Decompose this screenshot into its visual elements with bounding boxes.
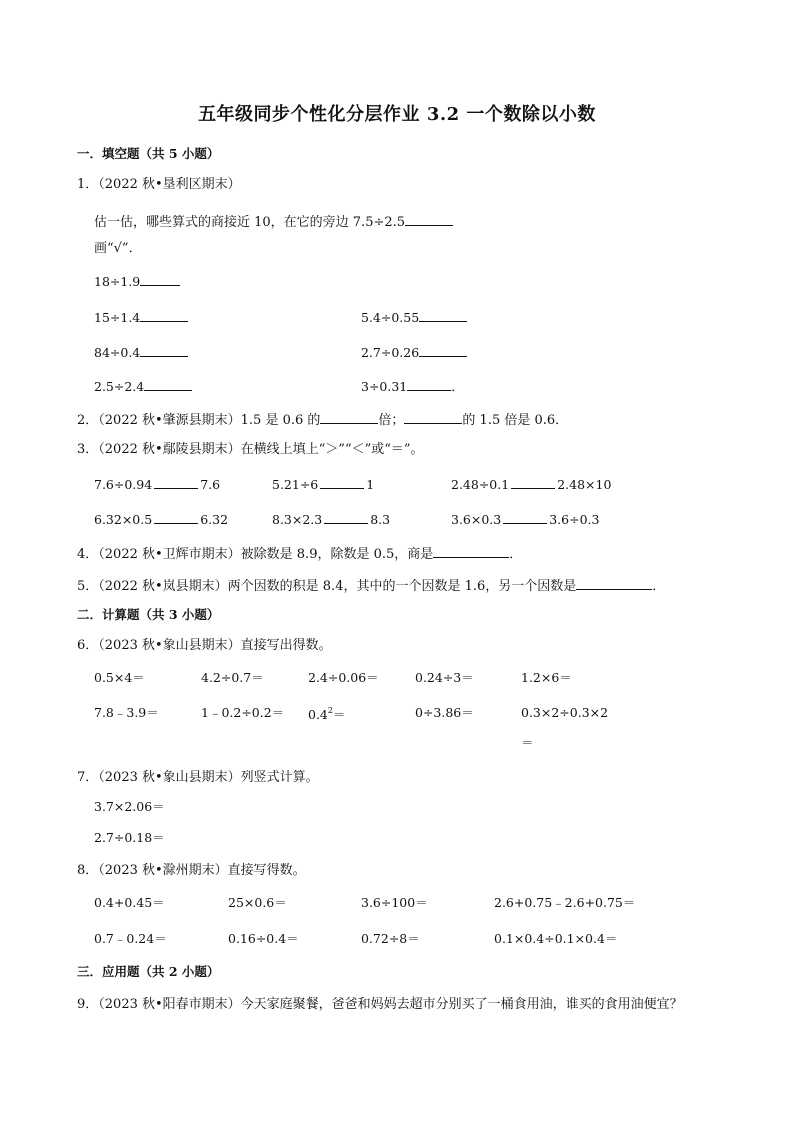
q8-item: 0.72÷8＝ xyxy=(361,931,420,946)
answer-blank[interactable] xyxy=(140,273,180,286)
q1-end-mark: ． xyxy=(451,379,464,394)
answer-blank[interactable] xyxy=(320,411,378,424)
question-7-head: 7．（2023 秋•象山县期末）列竖式计算。 xyxy=(77,770,319,785)
question-2 xyxy=(77,411,568,427)
q1-item xyxy=(361,344,467,360)
q6-item-equals: ＝ xyxy=(521,735,534,750)
q3-item xyxy=(272,511,390,527)
section-heading-fill: 一．填空题（共 5 小题） xyxy=(77,146,220,161)
question-4-text: 4．（2022 秋•卫辉市期末）被除数是 8.9，除数是 0.5，商是 xyxy=(77,547,434,562)
answer-blank[interactable] xyxy=(140,309,188,322)
q1-item xyxy=(361,378,464,394)
q3-right: 1 xyxy=(366,477,375,492)
answer-blank[interactable] xyxy=(511,476,555,489)
answer-blank[interactable] xyxy=(407,378,451,391)
section-heading-calc: 二．计算题（共 3 小题） xyxy=(77,607,220,622)
q8-item: 3.6÷100＝ xyxy=(361,895,428,910)
q3-left: 2.48÷0.1 xyxy=(451,477,510,492)
q6-item: 0÷3.86＝ xyxy=(415,705,474,720)
question-1-head: 1．（2022 秋•垦利区期末） xyxy=(77,177,241,192)
question-1-text: 估一估，哪些算式的商接近 10，在它的旁边 7.5÷2.5 xyxy=(94,215,406,230)
q1-expr: 18÷1.9 xyxy=(94,274,141,289)
answer-blank[interactable] xyxy=(405,213,453,226)
q3-right: 7.6 xyxy=(200,477,221,492)
q8-item: 0.1×0.4÷0.1×0.4＝ xyxy=(494,931,618,946)
q3-item xyxy=(451,511,599,527)
q1-expr: 5.4÷0.55 xyxy=(361,310,420,325)
question-6-head: 6．（2023 秋•象山县期末）直接写出得数。 xyxy=(77,638,332,653)
q1-item xyxy=(94,309,188,325)
question-5 xyxy=(77,577,665,593)
q1-item xyxy=(94,344,188,360)
q1-item xyxy=(94,273,180,289)
q3-left: 6.32×0.5 xyxy=(94,512,153,527)
answer-blank[interactable] xyxy=(154,476,198,489)
answer-blank[interactable] xyxy=(419,344,467,357)
q6-item: 0.5×4＝ xyxy=(94,670,145,685)
question-4-end: ． xyxy=(509,547,523,562)
question-3-head: 3．（2022 秋•鄢陵县期末）在横线上填上“＞”“＜”或“＝”。 xyxy=(77,442,424,457)
q3-item xyxy=(94,511,228,527)
q1-expr: 15÷1.4 xyxy=(94,310,141,325)
q3-item xyxy=(451,476,611,492)
page-title: 五年级同步个性化分层作业 3.2 一个数除以小数 xyxy=(198,104,596,125)
q8-item: 0.7﹣0.24＝ xyxy=(94,931,167,946)
q6-item: 4.2÷0.7＝ xyxy=(201,670,264,685)
answer-blank[interactable] xyxy=(154,511,198,524)
answer-blank[interactable] xyxy=(320,476,364,489)
answer-blank[interactable] xyxy=(324,511,368,524)
question-1-line2: 画“√”． xyxy=(94,241,142,256)
q6-item: 0.24÷3＝ xyxy=(415,670,474,685)
q6-item-power xyxy=(308,707,346,722)
q3-right: 6.32 xyxy=(200,512,229,527)
answer-blank[interactable] xyxy=(503,511,547,524)
q6-item: 1.2×6＝ xyxy=(521,670,572,685)
q1-expr: 2.5÷2.4 xyxy=(94,379,145,394)
q3-left: 5.21÷6 xyxy=(272,477,319,492)
question-1-line xyxy=(94,213,453,229)
question-5-end: ． xyxy=(652,579,666,594)
question-2-text-b: 倍； xyxy=(378,413,405,428)
question-8-head: 8．（2023 秋•滁州期末）直接写得数。 xyxy=(77,863,306,878)
q6-item: 2.4÷0.06＝ xyxy=(308,670,379,685)
power-base: 0.4 xyxy=(308,707,328,722)
answer-blank[interactable] xyxy=(576,577,652,590)
q6-item: 7.8﹣3.9＝ xyxy=(94,705,159,720)
power-equals: ＝ xyxy=(332,707,346,722)
answer-blank[interactable] xyxy=(433,545,509,558)
section-heading-application: 三．应用题（共 2 小题） xyxy=(77,964,220,979)
q3-item xyxy=(94,476,220,492)
q8-item: 25×0.6＝ xyxy=(228,895,287,910)
question-2-text-a: 2．（2022 秋•肇源县期末）1.5 是 0.6 的 xyxy=(77,413,321,428)
q1-item xyxy=(361,309,467,325)
power-exponent: 2 xyxy=(327,706,333,715)
question-2-text-c: 的 1.5 倍是 0.6． xyxy=(462,413,569,428)
q6-item: 0.3×2÷0.3×2 xyxy=(521,705,609,720)
question-9-head: 9．（2023 秋•阳春市期末）今天家庭聚餐，爸爸和妈妈去超市分别买了一桶食用油，谁买的食用油便宜？ xyxy=(77,997,683,1012)
q8-item: 0.16÷0.4＝ xyxy=(228,931,299,946)
q6-item: 1﹣0.2÷0.2＝ xyxy=(201,705,285,720)
q1-expr: 2.7÷0.26 xyxy=(361,345,420,360)
q3-item xyxy=(272,476,374,492)
q3-left: 8.3×2.3 xyxy=(272,512,323,527)
answer-blank[interactable] xyxy=(144,378,192,391)
q1-expr: 3÷0.31 xyxy=(361,379,408,394)
q1-item xyxy=(94,378,192,394)
q3-right: 2.48×10 xyxy=(557,477,612,492)
q3-left: 3.6×0.3 xyxy=(451,512,502,527)
q3-right: 3.6÷0.3 xyxy=(549,512,600,527)
q7-item: 2.7÷0.18＝ xyxy=(94,830,165,845)
q1-expr: 84÷0.4 xyxy=(94,345,141,360)
q7-item: 3.7×2.06＝ xyxy=(94,799,165,814)
answer-blank[interactable] xyxy=(419,309,467,322)
question-4 xyxy=(77,545,522,561)
question-5-text: 5．（2022 秋•岚县期末）两个因数的积是 8.4，其中的一个因数是 1.6，另一个因数是 xyxy=(77,579,577,594)
answer-blank[interactable] xyxy=(404,411,462,424)
answer-blank[interactable] xyxy=(140,344,188,357)
q8-item: 2.6+0.75﹣2.6+0.75＝ xyxy=(494,895,636,910)
q3-right: 8.3 xyxy=(370,512,391,527)
q3-left: 7.6÷0.94 xyxy=(94,477,153,492)
q8-item: 0.4+0.45＝ xyxy=(94,895,165,910)
